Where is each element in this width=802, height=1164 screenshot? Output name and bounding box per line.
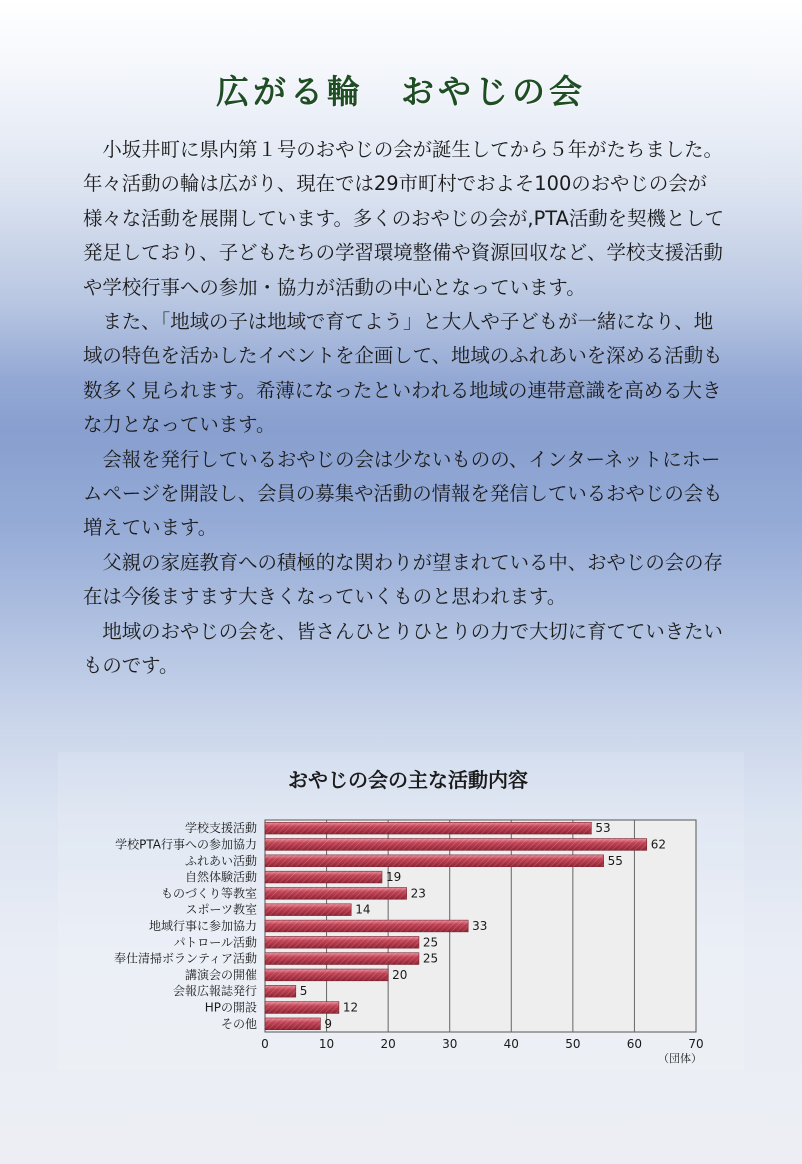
bar-hatch-13 — [265, 1018, 320, 1030]
paragraph-1: 小坂井町に県内第１号のおやじの会が誕生してから５年がたちました。年々活動の輪は広がり、現在では29市町村でおよそ100のおやじの会が様々な活動を展開しています。多くのおやじの会が,PTA活動を契機として発足しており、子どもたちの学習環境整備や資源回収など、学校支援活動や学校行事への参加・協力が活動の中心となっています。 — [83, 138, 725, 299]
x-tick-label-70: 70 — [688, 1037, 704, 1051]
category-label-9: 奉仕清掃ボランティア活動 — [113, 951, 257, 966]
page-title: 広がる輪 おやじの会 — [216, 72, 586, 111]
x-unit-label: （団体） — [658, 1052, 702, 1065]
bar-hatch-8 — [265, 936, 419, 948]
category-label-8: パトロール活動 — [173, 935, 257, 950]
value-label-13: 9 — [324, 1016, 333, 1031]
paragraph-4: 父親の家庭教育への積極的な関わりが望まれている中、おやじの会の存在は今後ますます大きくなっていくものと思われます。 — [83, 550, 723, 609]
x-tick-label-40: 40 — [503, 1037, 519, 1051]
bar-hatch-1 — [265, 822, 591, 834]
category-label-3: ふれあい活動 — [184, 853, 257, 868]
value-label-1: 53 — [595, 821, 611, 836]
bar-hatch-5 — [265, 888, 407, 900]
bar-hatch-9 — [265, 953, 419, 965]
value-label-6: 14 — [355, 902, 371, 917]
value-label-4: 19 — [385, 870, 402, 885]
x-tick-label-30: 30 — [442, 1037, 458, 1051]
category-label-5: ものづくり等教室 — [160, 886, 257, 901]
category-label-7: 地域行事に参加協力 — [148, 919, 257, 933]
bar-hatch-7 — [265, 920, 468, 932]
category-label-4: 自然体験活動 — [184, 870, 257, 885]
value-label-9: 25 — [422, 951, 439, 966]
paragraph-5: 地域のおやじの会を、皆さんひとりひとりの力で大切に育てていきたいものです。 — [83, 619, 723, 678]
x-tick-label-50: 50 — [565, 1037, 581, 1051]
value-label-8: 25 — [422, 935, 439, 950]
value-label-2: 62 — [650, 837, 667, 852]
x-tick-label-20: 20 — [380, 1037, 396, 1051]
category-label-2: 学校PTA行事への参加協力 — [115, 837, 257, 852]
value-label-11: 5 — [299, 984, 308, 999]
value-label-7: 33 — [472, 919, 488, 933]
value-label-3: 55 — [607, 853, 623, 868]
x-tick-label-10: 10 — [318, 1037, 335, 1051]
category-label-1: 学校支援活動 — [184, 821, 257, 836]
body-text — [83, 133, 728, 684]
x-tick-label-60: 60 — [626, 1037, 643, 1051]
category-label-6: スポーツ教室 — [185, 902, 257, 917]
chart-title: おやじの会の主な活動内容 — [288, 768, 528, 792]
category-label-11: 会報広報誌発行 — [172, 984, 257, 999]
category-label-10: 講演会の開催 — [184, 967, 257, 982]
bar-hatch-6 — [265, 904, 351, 916]
bar-hatch-10 — [265, 969, 388, 981]
category-label-12: HPの開設 — [204, 1000, 257, 1015]
activity-bar-chart — [0, 800, 802, 1080]
bar-hatch-3 — [265, 855, 604, 867]
x-tick-label-0: 0 — [261, 1037, 269, 1051]
value-label-12: 12 — [342, 1000, 359, 1015]
value-label-5: 23 — [410, 886, 426, 901]
bar-hatch-11 — [265, 985, 296, 997]
category-label-13: その他 — [220, 1016, 257, 1031]
paragraph-2: また、「地域の子は地域で育てよう」と大人や子どもが一緒になり、地域の特色を活かしたイベントを企画して、地域のふれあいを深める活動も数多く見られます。希薄になったといわれる地域の連帯意識を高める大きな力となっています。 — [83, 310, 723, 437]
bar-hatch-12 — [265, 1002, 339, 1014]
bar-hatch-2 — [265, 839, 647, 851]
value-label-10: 20 — [392, 967, 408, 982]
paragraph-3: 会報を発行しているおやじの会は少ないものの、インターネットにホームページを開設し、会員の募集や活動の情報を発信しているおやじの会も増えています。 — [83, 447, 723, 540]
bar-hatch-4 — [265, 871, 382, 883]
